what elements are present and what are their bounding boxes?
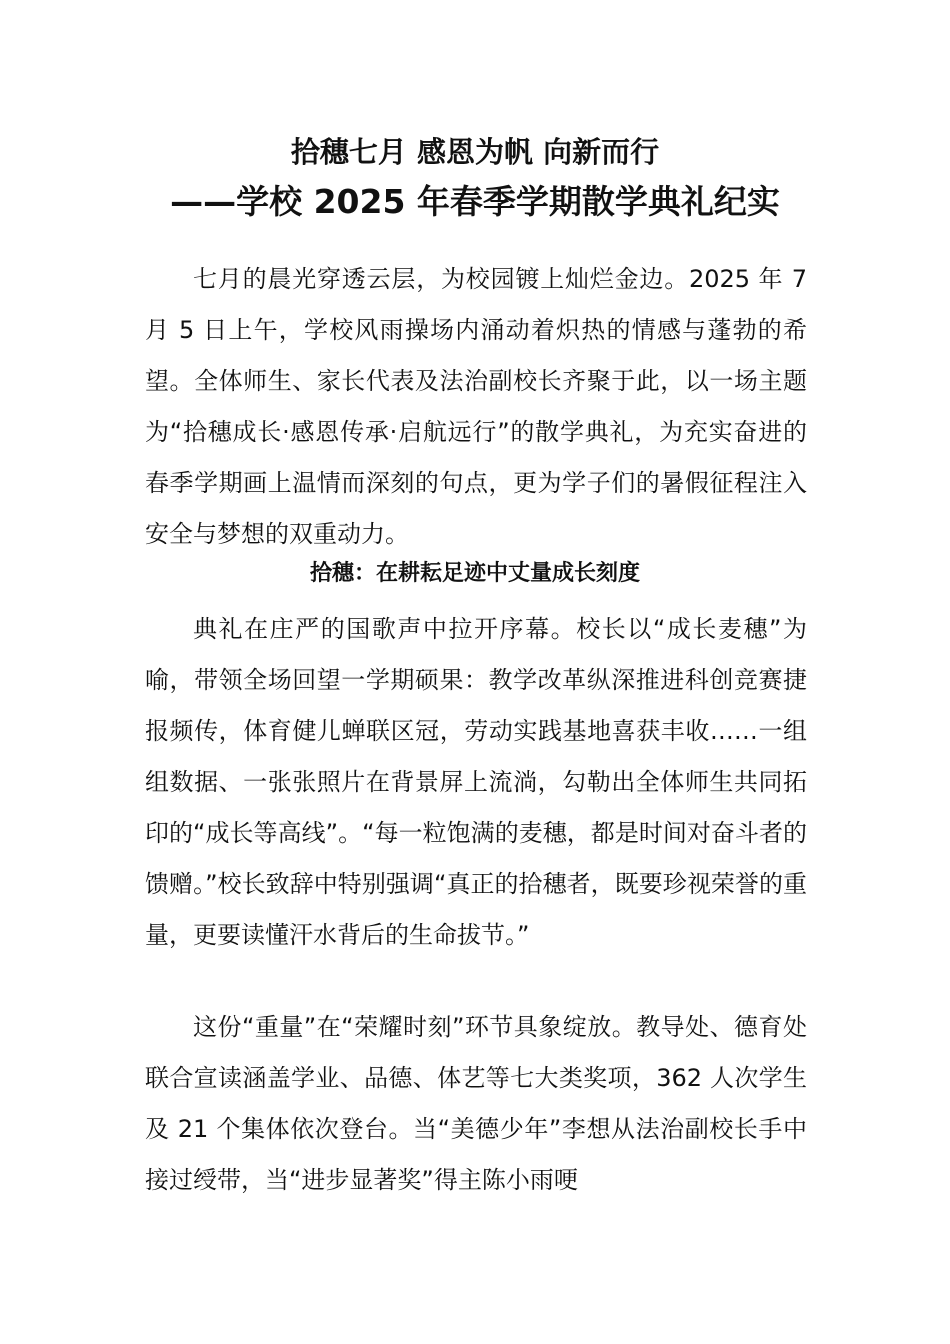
title-block bbox=[0, 128, 950, 228]
paragraph-awards: 这份“重量”在“荣耀时刻”环节具象绽放。教导处、德育处联合宣读涵盖学业、品德、体艺等七大类奖项，362 人次学生及 21 个集体依次登台。当“美德少年”李想从法治副校长手中接过绶带，当“进步显著奖”得主陈小雨哽 bbox=[145, 1013, 807, 1194]
document-title: 拾穗七月 感恩为帆 向新而行 bbox=[290, 135, 660, 169]
paragraph-ceremony: 典礼在庄严的国歌声中拉开序幕。校长以“成长麦穗”为喻，带领全场回望一学期硕果：教学改革纵深推进科创竞赛捷报频传，体育健儿蝉联区冠，劳动实践基地喜获丰收……一组组数据、一张张照片在背景屏上流淌，勾勒出全体师生共同拓印的“成长等高线”。“每一粒饱满的麦穗，都是时间对奋斗者的馈赠。”校长致辞中特别强调“真正的拾穗者，既要珍视荣誉的重量，更要读懂汗水背后的生命拔节。” bbox=[145, 615, 807, 949]
paragraph-intro: 七月的晨光穿透云层，为校园镀上灿烂金边。2025 年 7 月 5 日上午，学校风雨操场内涌动着炽热的情感与蓬勃的希望。全体师生、家长代表及法治副校长齐聚于此，以一场主题为“拾穗成长·感恩传承·启航远行”的散学典礼，为充实奋进的春季学期画上温情而深刻的句点，更为学子们的暑假征程注入安全与梦想的双重动力。 bbox=[145, 265, 807, 548]
section-heading: 拾穗：在耕耘足迹中丈量成长刻度 bbox=[309, 561, 640, 586]
document-subtitle: ——学校 2025 年春季学期散学典礼纪实 bbox=[170, 182, 780, 221]
